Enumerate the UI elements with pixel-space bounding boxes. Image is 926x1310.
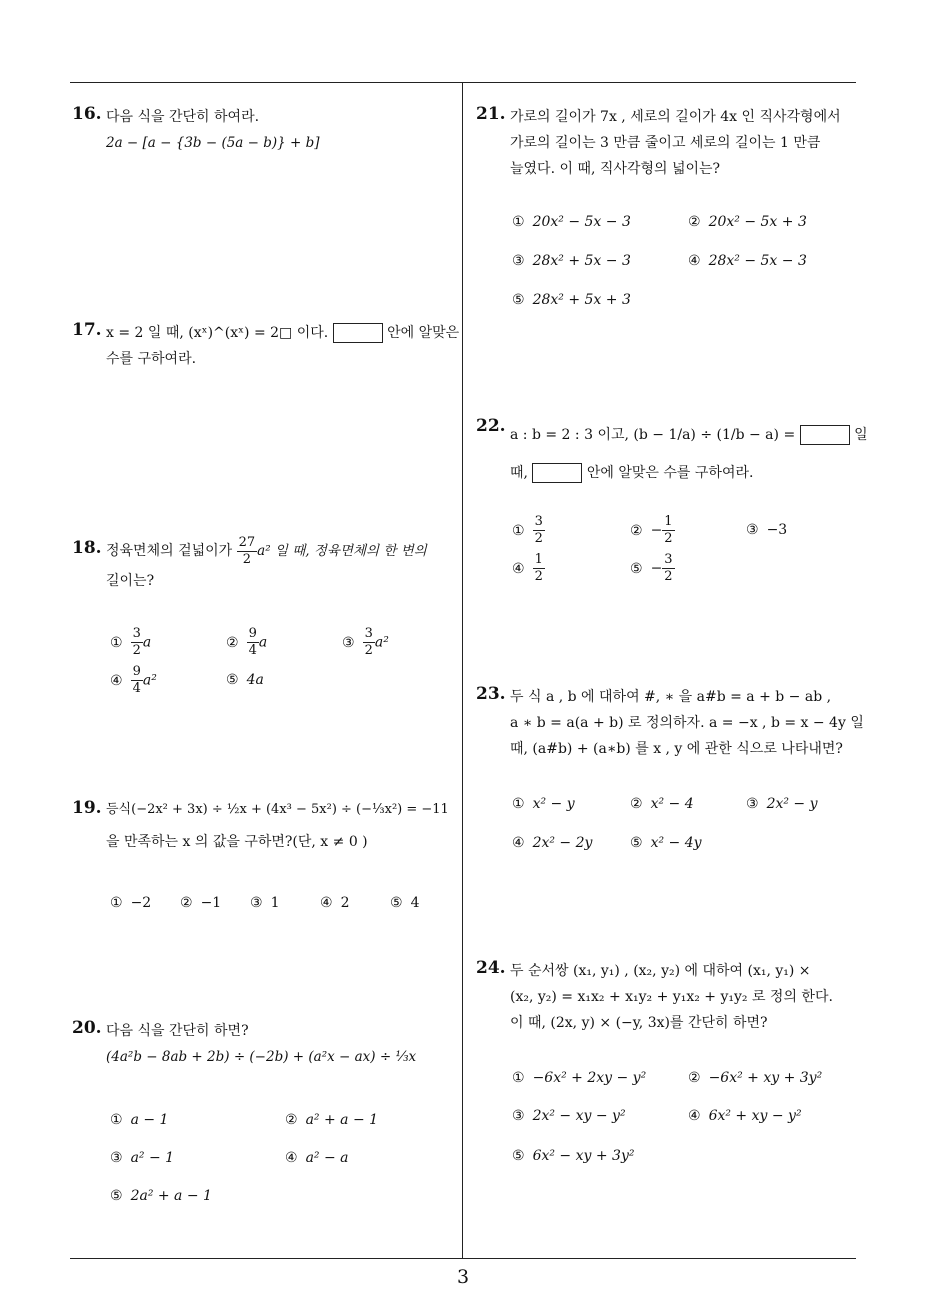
option[interactable]: ① a − 1 xyxy=(110,1112,169,1128)
answer-blank xyxy=(800,425,850,445)
option[interactable]: ⑤ 4 xyxy=(390,895,420,911)
option[interactable]: ④ 2 xyxy=(320,895,350,911)
option[interactable]: ① $\frac{3}{2}$ a xyxy=(110,626,152,658)
option[interactable]: ① 20x² − 5x − 3 xyxy=(512,214,631,230)
question-text: a² 일 때, 정육면체의 한 변의 xyxy=(257,543,427,559)
option[interactable]: ④ 28x² − 5x − 3 xyxy=(688,253,807,269)
option[interactable]: ③ a² − 1 xyxy=(110,1150,175,1166)
option[interactable]: ② −6x² + xy + 3y² xyxy=(688,1070,823,1086)
option[interactable]: ③ $\frac{3}{2}$ a² xyxy=(342,626,389,658)
question-text: a ∗ b = a(a + b) 로 정의하자. a = −x , b = x − 4y 일 xyxy=(510,715,864,731)
option[interactable]: ① −6x² + 2xy − y² xyxy=(512,1070,647,1086)
option[interactable]: ⑤ 6x² − xy + 3y² xyxy=(512,1148,635,1164)
option[interactable]: ⑤ − $\frac{3}{2}$ xyxy=(630,552,673,584)
option[interactable]: ② 20x² − 5x + 3 xyxy=(688,214,807,230)
question-text: 두 순서쌍 (x₁, y₁) , (x₂, y₂) 에 대하여 (x₁, y₁) × xyxy=(510,963,811,979)
option[interactable]: ② − $\frac{1}{2}$ xyxy=(630,514,673,546)
option[interactable]: ② −1 xyxy=(180,895,222,911)
question-number: 18. xyxy=(72,538,102,558)
question-text: 다음 식을 간단히 하여라. xyxy=(106,109,260,125)
option[interactable]: ⑤ 4a xyxy=(226,672,264,688)
option[interactable]: ③ −3 xyxy=(746,522,788,538)
option[interactable]: ① −2 xyxy=(110,895,152,911)
question-text: (x₂, y₂) = x₁x₂ + x₁y₂ + y₁x₂ + y₁y₂ 로 정의 한다. xyxy=(510,989,833,1005)
question-text: 가로의 길이는 3 만큼 줄이고 세로의 길이는 1 만큼 xyxy=(510,135,821,151)
question-text: 등식(−2x² + 3x) ÷ ½x + (4x³ − 5x²) ÷ (−⅓x²) = −11 xyxy=(106,802,449,817)
question-text: 가로의 길이가 7x , 세로의 길이가 4x 인 직사각형에서 xyxy=(510,109,841,125)
question-text: 안에 알맞은 xyxy=(387,325,460,341)
question-expression: (4a²b − 8ab + 2b) ÷ (−2b) + (a²x − ax) ÷ ⅓x xyxy=(106,1049,417,1065)
question-number: 23. xyxy=(476,684,506,704)
top-rule xyxy=(70,82,856,83)
question-number: 16. xyxy=(72,104,102,124)
option[interactable]: ④ $\frac{1}{2}$ xyxy=(512,552,543,584)
question-text: 이 때, (2x, y) × (−y, 3x)를 간단히 하면? xyxy=(510,1015,768,1031)
page-number: 3 xyxy=(456,1266,470,1288)
question-text: 때, (a#b) + (a∗b) 를 x , y 에 관한 식으로 나타내면? xyxy=(510,741,843,757)
option[interactable]: ⑤ 2a² + a − 1 xyxy=(110,1188,212,1204)
fraction: $\frac{27}{2}$ xyxy=(238,534,256,567)
option[interactable]: ④ a² − a xyxy=(285,1150,349,1166)
answer-blank xyxy=(333,323,383,343)
bottom-rule xyxy=(70,1258,856,1259)
option[interactable]: ① $\frac{3}{2}$ xyxy=(512,514,543,546)
option[interactable]: ⑤ x² − 4y xyxy=(630,835,702,851)
question-number: 22. xyxy=(476,416,506,436)
option[interactable]: ④ $\frac{9}{4}$ a² xyxy=(110,664,157,696)
question-text: 정육면체의 겉넓이가 xyxy=(106,543,233,559)
question-text: 을 만족하는 x 의 값을 구하면?(단, x ≠ 0 ) xyxy=(106,834,368,850)
option[interactable]: ② a² + a − 1 xyxy=(285,1112,379,1128)
option[interactable]: ③ 28x² + 5x − 3 xyxy=(512,253,631,269)
question-number: 17. xyxy=(72,320,102,340)
answer-blank xyxy=(532,463,582,483)
option[interactable]: ① x² − y xyxy=(512,796,575,812)
question-text: a : b = 2 : 3 이고, (b − 1/a) ÷ (1/b − a) = xyxy=(510,427,796,443)
question-text: 늘였다. 이 때, 직사각형의 넓이는? xyxy=(510,161,721,177)
question-number: 20. xyxy=(72,1018,102,1038)
option[interactable]: ④ 2x² − 2y xyxy=(512,835,593,851)
question-text: 때, xyxy=(510,465,528,481)
question-text: 수를 구하여라. xyxy=(106,351,197,367)
question-expression: 2a − [a − {3b − (5a − b)} + b] xyxy=(106,135,320,151)
question-text: 일 xyxy=(854,427,868,443)
question-text: 안에 알맞은 수를 구하여라. xyxy=(586,465,754,481)
option[interactable]: ③ 1 xyxy=(250,895,280,911)
option[interactable]: ⑤ 28x² + 5x + 3 xyxy=(512,292,631,308)
column-divider xyxy=(462,82,463,1258)
question-text: 다음 식을 간단히 하면? xyxy=(106,1023,249,1039)
question-number: 21. xyxy=(476,104,506,124)
question-text: 두 식 a , b 에 대하여 #, ∗ 을 a#b = a + b − ab , xyxy=(510,689,832,705)
question-number: 24. xyxy=(476,958,506,978)
option[interactable]: ③ 2x² − xy − y² xyxy=(512,1108,626,1124)
option[interactable]: ② x² − 4 xyxy=(630,796,694,812)
option[interactable]: ② $\frac{9}{4}$ a xyxy=(226,626,268,658)
question-text: x = 2 일 때, (xˣ)^(xˣ) = 2□ 이다. xyxy=(106,325,329,341)
option[interactable]: ③ 2x² − y xyxy=(746,796,818,812)
question-text: 길이는? xyxy=(106,573,155,589)
option[interactable]: ④ 6x² + xy − y² xyxy=(688,1108,802,1124)
question-number: 19. xyxy=(72,798,102,818)
